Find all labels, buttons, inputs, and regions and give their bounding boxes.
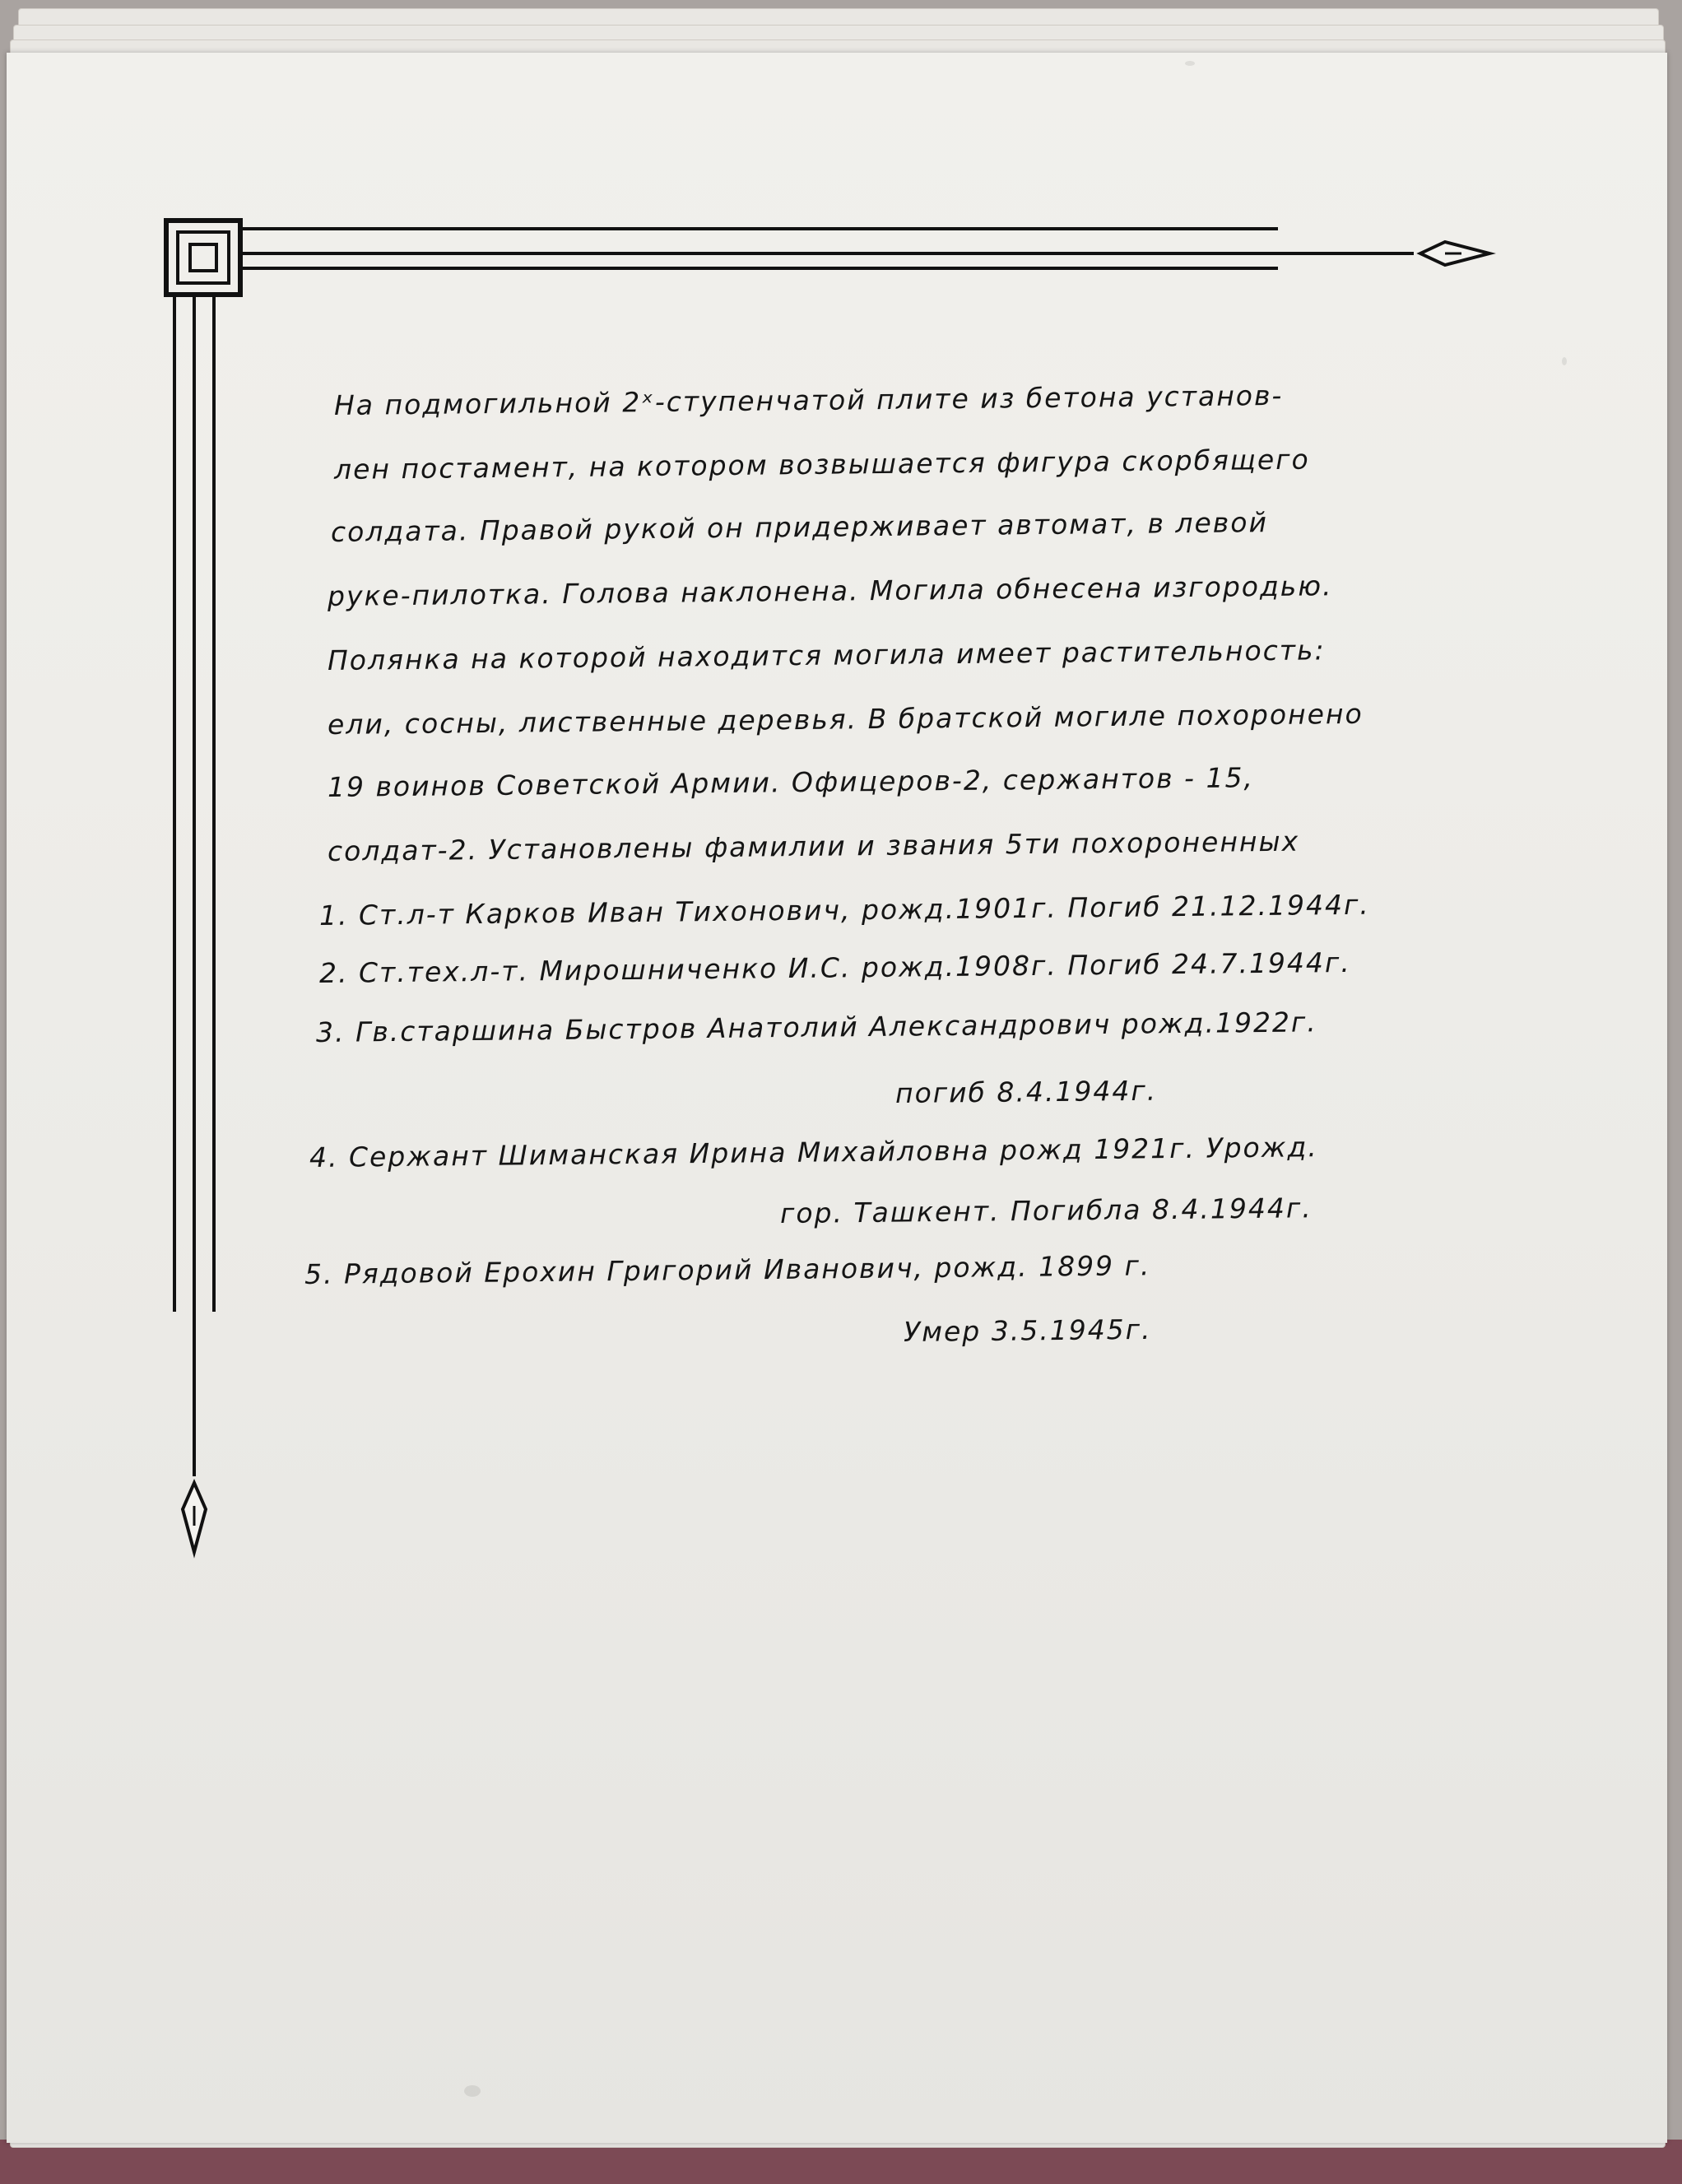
burial-entry-4: 4. Сержант Шиманская Ирина Михайловна рожд 1921г. Урожд. bbox=[309, 1131, 1318, 1173]
burial-entry-3: 3. Гв.старшина Быстров Анатолий Александрович рожд.1922г. bbox=[315, 1006, 1317, 1048]
burial-entry-5: 5. Рядовой Ерохин Григорий Иванович, рожд. 1899 г. bbox=[304, 1249, 1151, 1290]
paper-speck bbox=[1562, 357, 1567, 365]
paragraph-line-2: лен постамент, на котором возвышается фигура скорбящего bbox=[333, 443, 1310, 486]
pen-nib-right-icon bbox=[1420, 242, 1489, 265]
paragraph-line-4: руке-пилотка. Голова наклонена. Могила обнесена изгородью. bbox=[327, 569, 1333, 612]
paragraph-line-6: ели, сосны, лиственные деревья. В братской могиле похоронено bbox=[327, 697, 1364, 741]
paragraph-line-7: 19 воинов Советской Армии. Офицеров-2, сержантов - 15, bbox=[327, 761, 1255, 803]
paragraph-line-8: солдат-2. Установлены фамилии и звания 5ти похороненных bbox=[327, 825, 1300, 867]
document-page bbox=[7, 53, 1667, 2143]
burial-entry-1: 1. Ст.л-т Карков Иван Тихонович, рожд.1901г. Погиб 21.12.1944г. bbox=[318, 888, 1370, 932]
pen-nib-down-icon bbox=[183, 1483, 206, 1552]
burial-entry-5-continued: Умер 3.5.1945г. bbox=[903, 1313, 1152, 1348]
border-frame bbox=[7, 53, 1667, 2143]
burial-entry-3-continued: погиб 8.4.1944г. bbox=[894, 1074, 1158, 1109]
paragraph-line-1: На подмогильной 2ˣ-ступенчатой плите из бетона установ- bbox=[333, 379, 1284, 421]
paper-speck bbox=[1185, 61, 1195, 66]
burial-entry-4-continued: гор. Ташкент. Погибла 8.4.1944г. bbox=[779, 1192, 1313, 1229]
paper-speck bbox=[464, 2085, 481, 2097]
burial-entry-2: 2. Ст.тех.л-т. Мирошниченко И.С. рожд.1908г. Погиб 24.7.1944г. bbox=[318, 946, 1351, 989]
paragraph-line-3: солдата. Правой рукой он придерживает автомат, в левой bbox=[330, 506, 1269, 548]
square-corner-ornament-icon bbox=[166, 221, 240, 295]
paragraph-line-5: Полянка на которой находится могила имеет растительность: bbox=[327, 634, 1326, 676]
